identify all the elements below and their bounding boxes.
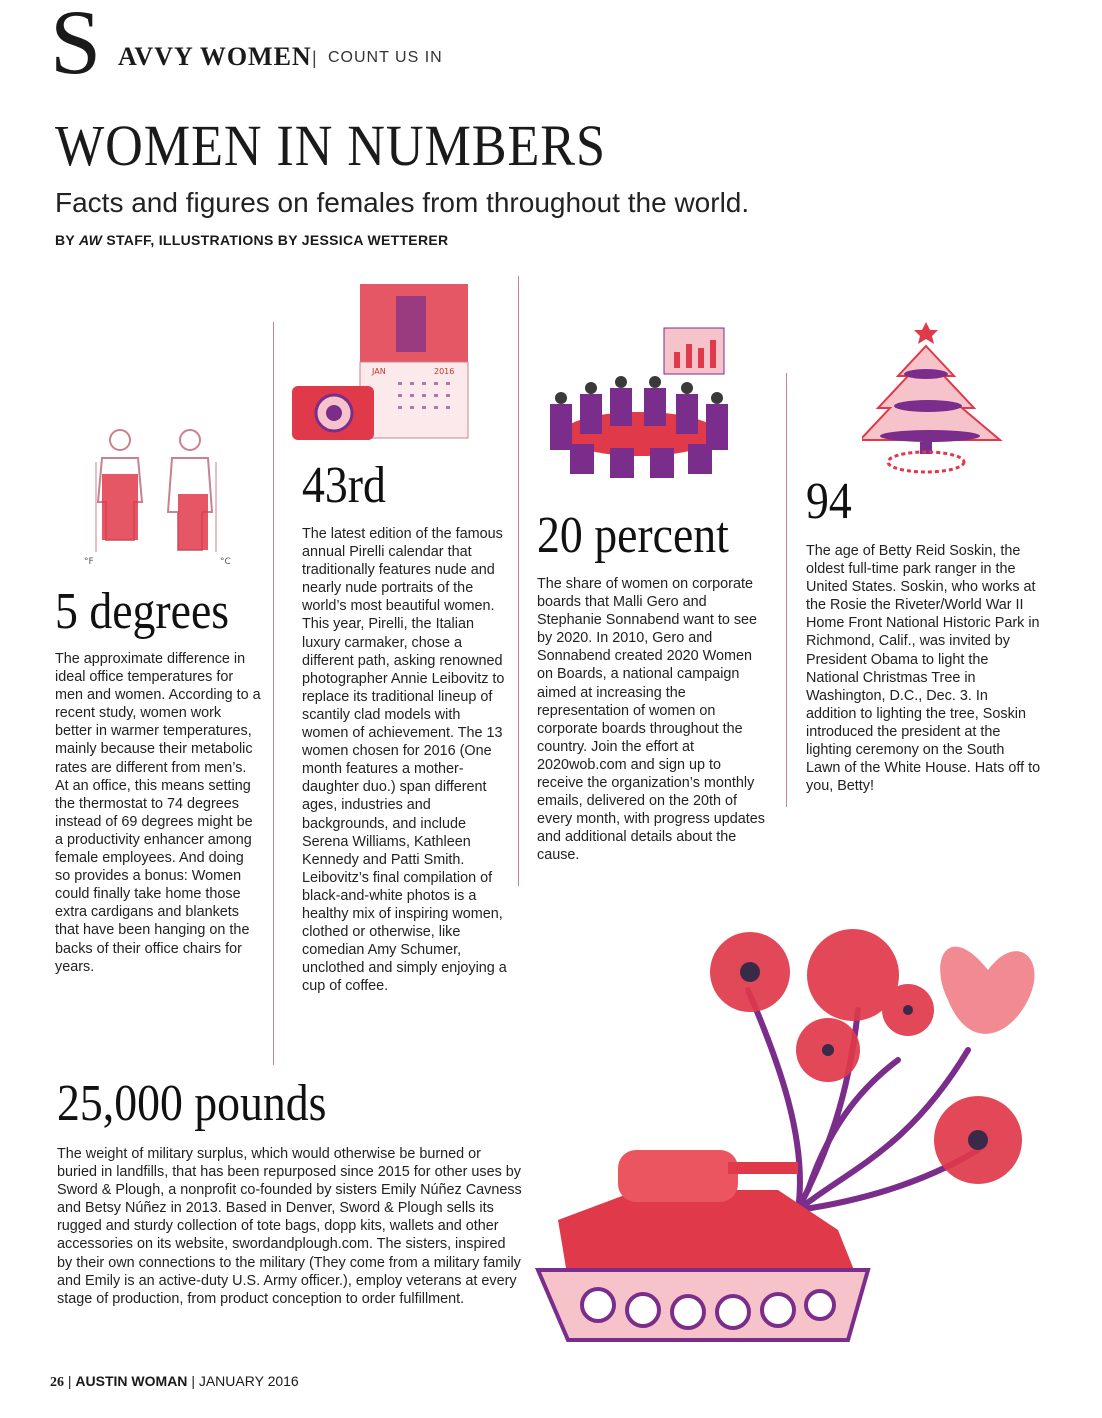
page-footer [50, 1373, 299, 1391]
christmas-tree-illustration [862, 318, 1012, 478]
stat-figure: 5 degrees [55, 583, 230, 640]
page-title: WOMEN IN NUMBERS [55, 113, 606, 178]
section-initial: S [50, 0, 102, 93]
issue-date: JANUARY 2016 [198, 1373, 299, 1389]
calendar-camera-illustration [288, 282, 478, 442]
section-name: AVVY WOMEN [118, 42, 312, 71]
footer-separator: | [191, 1373, 195, 1389]
stat-text: The share of women on corporate boards that Malli Gero and Stephanie Sonnabend want to see by 2020. In 2010, Gero and Sonnabend created 2020 Women on Boards, a national campaign aimed at increasing the representation of women on corporate boards throughout the country. Join the effort at 2020wob.com and sign up to receive the organization’s monthly emails, delivered on the 20th of every month, with progress updates and additional details about the cause. [537, 576, 765, 864]
column-rule [273, 322, 274, 1065]
fahrenheit-label: °F [84, 557, 94, 567]
stat-figure: 43rd [302, 457, 386, 514]
footer-separator: | [67, 1373, 72, 1389]
byline [55, 232, 448, 248]
section-separator: | [312, 48, 317, 68]
calendar-month: JAN [372, 367, 386, 376]
stat-figure: 25,000 pounds [57, 1075, 327, 1132]
boardroom-illustration [540, 318, 740, 494]
calendar-year: 2016 [434, 367, 455, 376]
byline-prefix: BY [55, 232, 79, 248]
magazine-name: AUSTIN WOMAN [75, 1373, 188, 1389]
column-rule [518, 276, 519, 886]
stat-text: The latest edition of the famous annual Pirelli calendar that traditionally features nude and nearly nude portraits of the world’s most beautiful women. This year, Pirelli, the Italian luxury carmaker, chose a different path, asking renowned photographer Annie Leibovitz to replace its traditional lineup of scantily clad models with women of achievement. The 13 women chosen for 2016 (One month features a mother-daughter duo.) span different ages, industries and backgrounds, and include Serena Williams, Kathleen Kennedy and Patti Smith. Leibovitz’s final compilation of black-and-white photos is a healthy mix of inspiring women, clothed or otherwise, like comedian Amy Schumer, unclothed and simply enjoying a cup of coffee. [302, 526, 507, 995]
page-number: 26 [50, 1375, 64, 1390]
celsius-label: °C [220, 557, 231, 567]
stat-figure: 20 percent [537, 507, 729, 564]
page-subtitle: Facts and figures on females from throughout the world. [55, 187, 750, 218]
stat-figure: 94 [806, 473, 852, 530]
byline-italic: AW [79, 232, 103, 248]
stat-text: The age of Betty Reid Soskin, the oldest full-time park ranger in the United States. Soskin, who works at the Rosie the Riveter/World War II Home Front National Historic Park in Richmond, Calif., was invited by President Obama to light the National Christmas Tree in Washington, D.C., Dec. 3. In addition to lighting the tree, Soskin introduced the president at the lighting ceremony on the South Lawn of the White House. Hats off to you, Betty! [806, 543, 1041, 795]
subsection-name: COUNT US IN [328, 49, 443, 66]
byline-suffix: STAFF, ILLUSTRATIONS BY JESSICA WETTERER [102, 232, 449, 248]
thermometer-people-illustration [78, 422, 238, 570]
column-rule [786, 373, 787, 807]
flower-tank-illustration [528, 900, 1088, 1360]
stat-text: The weight of military surplus, which would otherwise be burned or buried in landfills, that has been repurposed since 2015 for other uses by Sword & Plough, a nonprofit co-founded by sisters Emily Núñez Cavness and Betsy Núñez in 2013. Based in Denver, Sword & Plough sells its rugged and sturdy collection of tote bags, dopp kits, wallets and other accessories on its website, swordandplough.com. The sisters, inspired by their own connections to the military (They come from a military family and Emily is an active-duty U.S. Army officer.), employ veterans at every stage of production, from product conception to order fulfillment. [57, 1146, 522, 1307]
stat-text: The approximate difference in ideal office temperatures for men and women. According to a recent study, women work better in warmer temperatures, mainly because their metabolic rates are different from men’s. At an office, this means setting the thermostat to 74 degrees instead of 69 degrees might be a productivity enhancer among female employees. And doing so provides a bonus: Women could finally take home those extra cardigans and blankets that have been hanging on the backs of their office chairs for years. [55, 651, 261, 975]
